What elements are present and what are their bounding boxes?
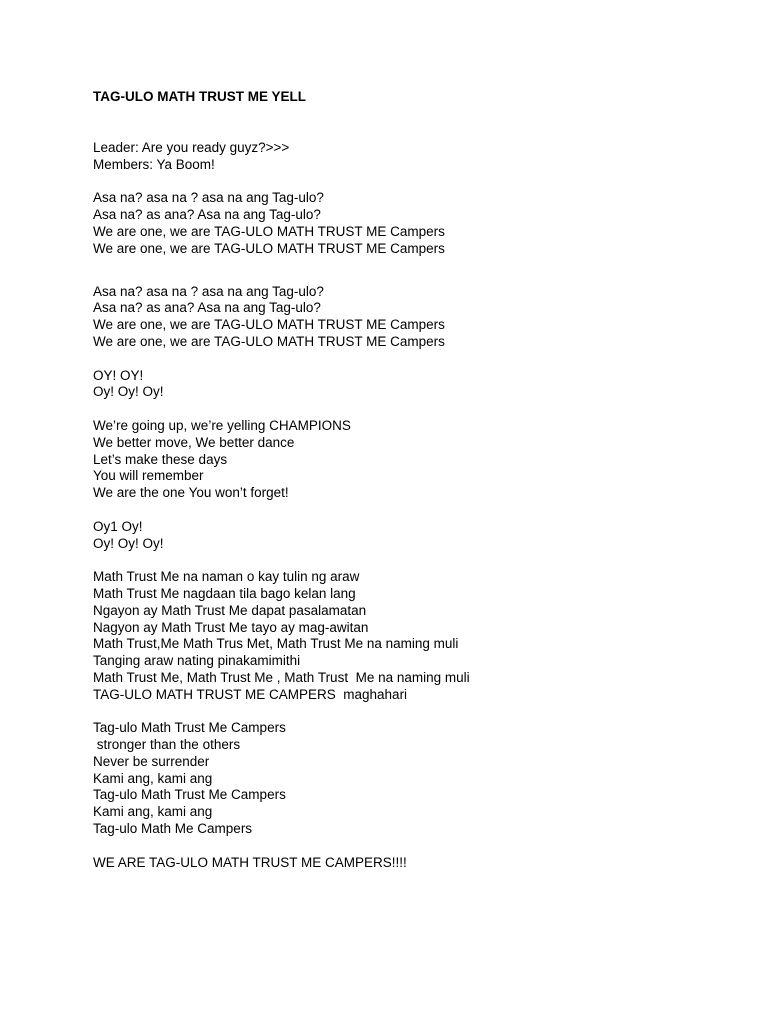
lyric-line: Asa na? asa na ? asa na ang Tag-ulo? [93,283,324,299]
lyric-line: Asa na? asa na ? asa na ang Tag-ulo? [93,190,324,206]
lyric-line: Asa na? as ana? Asa na ang Tag-ulo? [93,300,321,316]
lyric-line: We are one, we are TAG-ULO MATH TRUST ME Campers [93,240,445,256]
lyric-line: We better move, We better dance [93,434,295,450]
lyric-line: You will remember [93,468,204,484]
stanza [93,519,733,553]
lyric-line: Tag-ulo Math Me Campers [93,821,253,837]
document-title: TAG-ULO MATH TRUST ME YELL [93,89,306,104]
lyric-line: OY! OY! [93,367,144,383]
stanza-spacer [93,174,733,191]
stanza-spacer [93,401,733,418]
lyric-line: Kami ang, kami ang [93,770,213,786]
lyric-line: TAG-ULO MATH TRUST ME CAMPERS maghahari [93,686,408,702]
stanza-spacer [93,502,733,519]
lyric-line: Oy! Oy! Oy! [93,535,164,551]
stanza [93,140,733,174]
stanza [93,190,733,257]
lyric-line: Ngayon ay Math Trust Me dapat pasalamatan [93,602,367,618]
lyric-line: We are the one You won’t forget! [93,485,289,501]
lyric-line: Tag-ulo Math Trust Me Campers [93,787,286,803]
stanza [93,569,733,703]
stanza-spacer [93,704,733,721]
lyric-line: Tag-ulo Math Trust Me Campers [93,720,286,736]
lyric-line: Let’s make these days [93,451,228,467]
lyric-line: We are one, we are TAG-ULO MATH TRUST ME Campers [93,333,445,349]
lyric-line: Members: Ya Boom! [93,156,215,172]
lyric-line: Tanging araw nating pinakamimithi [93,653,301,669]
lyric-line: Oy! Oy! Oy! [93,384,164,400]
lyric-line: Math Trust Me na naman o kay tulin ng araw [93,569,360,585]
lyric-line: WE ARE TAG-ULO MATH TRUST ME CAMPERS!!!! [93,854,407,870]
stanza-spacer [93,258,733,284]
stanza [93,855,733,872]
stanza-spacer [93,552,733,569]
lyric-line: Asa na? as ana? Asa na ang Tag-ulo? [93,207,321,223]
lyric-line: Kami ang, kami ang [93,804,213,820]
lyric-line: Math Trust Me nagdaan tila bago kelan lang [93,585,356,601]
lyrics-body [93,140,733,871]
lyric-line: We are one, we are TAG-ULO MATH TRUST ME Campers [93,317,445,333]
stanza-spacer [93,351,733,368]
stanza [93,368,733,402]
stanza [93,284,733,351]
lyric-line: Never be surrender [93,753,210,769]
lyric-line: We are one, we are TAG-ULO MATH TRUST ME Campers [93,223,445,239]
lyric-line: Leader: Are you ready guyz?>>> [93,140,290,155]
document-page [93,88,733,871]
lyric-line: stronger than the others [93,737,241,753]
lyric-line: Nagyon ay Math Trust Me tayo ay mag-awitan [93,619,369,635]
stanza [93,418,733,502]
stanza [93,720,733,838]
lyric-line: Oy1 Oy! [93,518,143,534]
lyric-line: We’re going up, we’re yelling CHAMPIONS [93,417,351,433]
lyric-line: Math Trust Me, Math Trust Me , Math Trust Me na naming muli [93,669,470,685]
stanza-spacer [93,838,733,855]
lyric-line: Math Trust,Me Math Trus Met, Math Trust Me na naming muli [93,636,459,652]
